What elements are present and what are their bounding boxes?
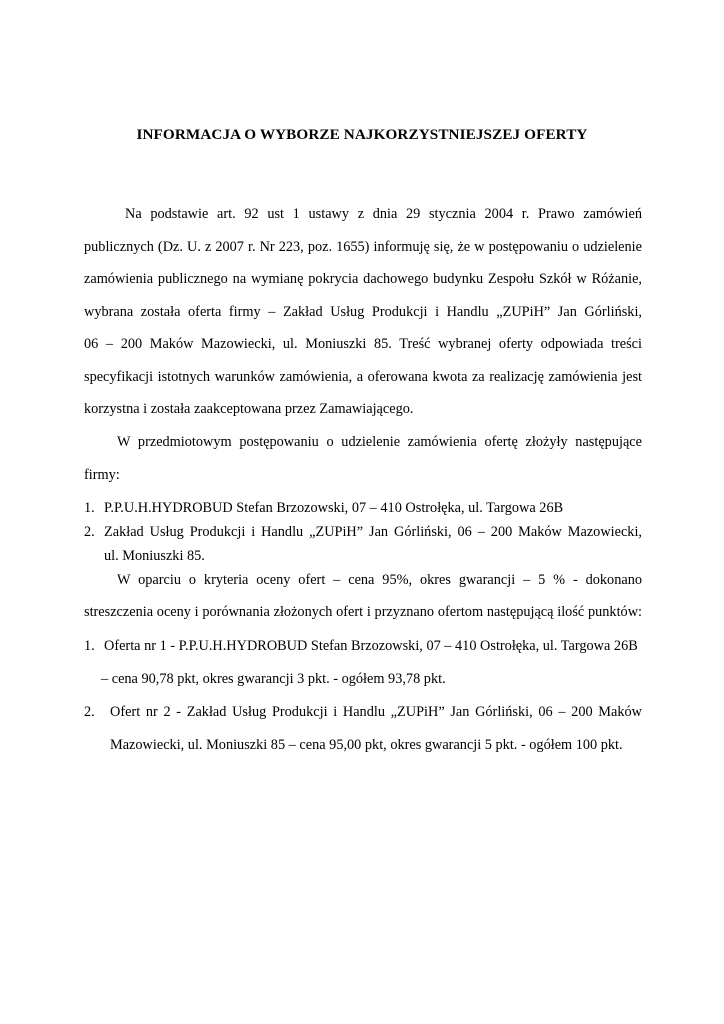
list-number: 1. [84,638,95,654]
paragraph-line: streszczenia oceny i porównania złożonych ofert i przyznano ofertom następującą ilość punktów: [84,604,642,620]
paragraph-line: W przedmiotowym postępowaniu o udzielenie zamówienia ofertę złożyły następujące [117,434,642,450]
paragraph-evaluation-criteria [84,564,642,628]
paragraph-line: firmy: [84,466,120,483]
list-item-text: Ofert nr 2 - Zakład Usług Produkcji i Handlu „ZUPiH” Jan Górliński, 06 – 200 Maków [110,704,642,720]
list-item [84,520,642,568]
paragraph-line: korzystna i została zaakceptowana przez Zamawiającego. [84,401,414,417]
paragraph-line: publicznych (Dz. U. z 2007 r. Nr 223, poz. 1655) informuję się, że w postępowaniu o udzielenie [84,238,642,255]
paragraph-line: wybrana została oferta firmy – Zakład Usług Produkcji i Handlu „ZUPiH” Jan Górliński, [84,303,642,320]
list-item-text: – cena 90,78 pkt, okres gwarancji 3 pkt. - ogółem 93,78 pkt. [101,671,446,687]
list-item-text: ul. Moniuszki 85. [104,548,205,564]
paragraph-offers-submitted [84,426,642,491]
paragraph-line: Na podstawie art. 92 ust 1 ustawy z dnia 29 stycznia 2004 r. Prawo zamówień [125,206,642,222]
list-item-text: Zakład Usług Produkcji i Handlu „ZUPiH” Jan Górliński, 06 – 200 Maków Mazowiecki, [104,524,642,540]
list-item-text: Mazowiecki, ul. Moniuszki 85 – cena 95,00 pkt, okres gwarancji 5 pkt. - ogółem 100 pkt. [110,737,623,753]
list-number: 2. [84,524,95,540]
paragraph-line: 06 – 200 Maków Mazowiecki, ul. Moniuszki 85. Treść wybranej oferty odpowiada treści [84,336,642,352]
paragraph-line: specyfikacji istotnych warunków zamówienia, a oferowana kwota za realizację zamówienia jest [84,368,642,385]
list-item-text: P.P.U.H.HYDROBUD Stefan Brzozowski, 07 – 410 Ostrołęka, ul. Targowa 26B [104,500,564,516]
scores-list [84,630,642,762]
list-item-text: Oferta nr 1 - P.P.U.H.HYDROBUD Stefan Brzozowski, 07 – 410 Ostrołęka, ul. Targowa 26B [104,638,638,654]
paragraph-line: zamówienia publicznego na wymianę pokrycia dachowego budynku Zespołu Szkół w Różanie, [84,271,642,287]
list-number: 1. [84,500,95,516]
list-item [84,696,642,762]
paragraph-selection-info [84,198,642,426]
list-item [84,630,642,696]
firms-list [84,496,642,568]
list-item [84,496,642,520]
list-number: 2. [84,704,95,720]
paragraph-line: W oparciu o kryteria oceny ofert – cena 95%, okres gwarancji – 5 % - dokonano [117,572,642,588]
document-title: INFORMACJA O WYBORZE NAJKORZYSTNIEJSZEJ OFERTY [136,126,588,143]
